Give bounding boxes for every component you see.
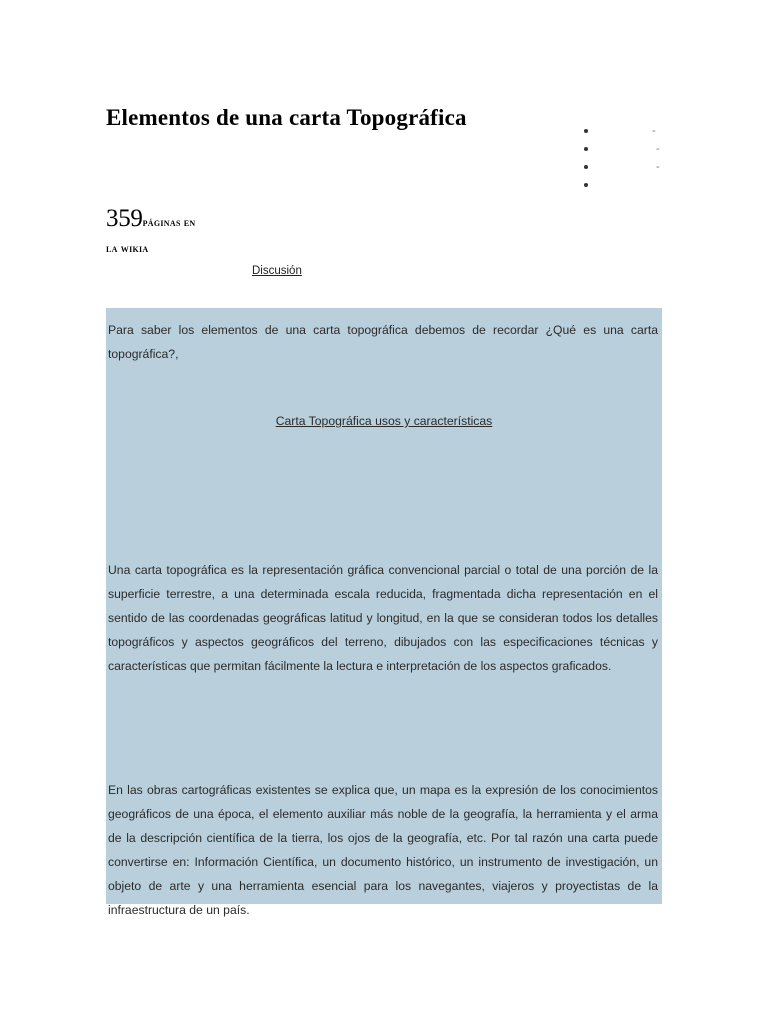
discussion-link[interactable]: Discusión xyxy=(252,265,302,277)
page-title: Elementos de una carta Topográfica xyxy=(106,105,467,131)
list-item-label: - xyxy=(652,125,656,137)
list-item[interactable] xyxy=(584,158,724,176)
wiki-name: la wikia xyxy=(106,243,149,255)
body-paragraph-1: Una carta topográfica es la representación gráfica convencional parcial o total de una porción de la superficie terrestre, a una determinada escala reducida, fragmentada dicha representación en el sentido de las coordenadas geográficas latitud y longitud, en la que se consideran todos los detalles topográficos y aspectos geográficos del terreno, dibujados con las especificaciones técnicas y características que permitan fácilmente la lectura e interpretación de los aspectos graficados. xyxy=(108,563,658,673)
top-right-bullet-list xyxy=(584,122,724,194)
article-content-block xyxy=(106,308,662,917)
list-item[interactable] xyxy=(584,176,724,194)
list-item-label: - xyxy=(656,143,660,155)
list-item-label: - xyxy=(656,161,660,173)
page-count-label: páginas en xyxy=(142,217,196,229)
section-subheading-link[interactable]: Carta Topográfica usos y características xyxy=(275,414,493,428)
list-item[interactable] xyxy=(584,140,724,158)
intro-paragraph: Para saber los elementos de una carta topográfica debemos de recordar ¿Qué es una carta topográfica?, xyxy=(108,323,658,361)
body-paragraph-2: En las obras cartográficas existentes se explica que, un mapa es la expresión de los conocimientos geográficos de una época, el elemento auxiliar más noble de la geografía, la herramienta y el arma de la descripción científica de la tierra, los ojos de la geografía, etc. Por tal razón una carta puede convertirse en: Información Científica, un documento histórico, un instrumento de investigación, un objeto de arte y una herramienta esencial para los navegantes, viajeros y proyectistas de la infraestructura de un país. xyxy=(108,783,658,917)
list-item[interactable] xyxy=(584,122,724,140)
section-subheading xyxy=(106,414,662,428)
wiki-page-count xyxy=(106,205,195,233)
page-count-value: 359 xyxy=(106,205,143,232)
